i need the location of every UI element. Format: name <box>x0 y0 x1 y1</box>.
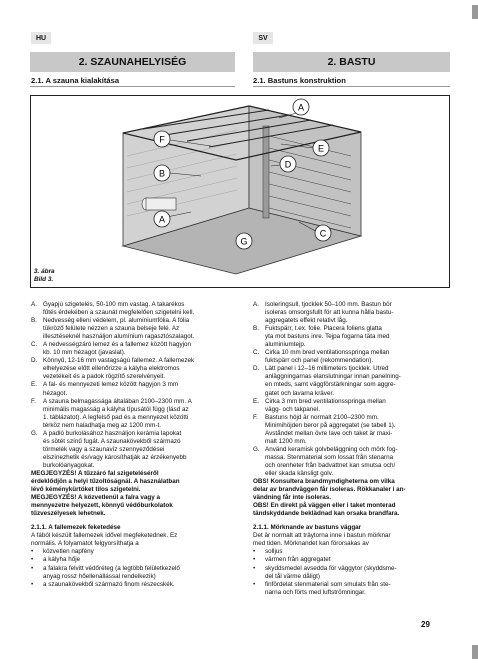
subtitle-hu: 2.1. A szauna kialakítása <box>31 76 120 85</box>
bullet-text <box>43 565 180 581</box>
sauna-structure-drawing <box>31 96 449 287</box>
figure-caption-de: Bild 3. <box>34 276 54 283</box>
subsection-line: A fából készült fallemezek idővel megfeketednek. Ez <box>31 532 178 540</box>
warning-line: tändskyddande beklädnad kan orsaka brandfara. <box>253 510 400 518</box>
bullet-line: värmen från aggregatet <box>265 556 331 564</box>
text-column-hu <box>31 301 236 589</box>
language-tag-sv: SV <box>253 32 273 44</box>
legend-item <box>253 398 451 414</box>
legend-line: Lätt panel i 12–16 millimeters tjocklek. Utred <box>265 365 389 373</box>
figure-caption-hu: 3. ábra <box>34 268 55 275</box>
legend-text <box>265 325 451 349</box>
legend-line: Gyapjú szigetelés, 50-100 mm vastag. A takarékos <box>43 301 185 308</box>
callout-a-top-label: A <box>297 102 305 113</box>
legend-line: Avståndet mellan övre lave och taket är maxi- <box>265 429 393 437</box>
legend-line: Könnyű, 12-16 mm vastagságú fallemez. A fallemezek <box>43 357 195 365</box>
legend-line: Isoleringsull, tjocklek 50–100 mm. Bastun bör <box>265 301 392 308</box>
legend-key: F. <box>253 413 258 421</box>
legend-item <box>31 341 236 357</box>
subsection-line: med tiden. Mörknandet kan förorsakas av <box>253 540 369 548</box>
legend-text <box>43 398 236 430</box>
legend-line: eller skada känsligt golv. <box>265 469 334 477</box>
legend-key: A. <box>31 301 37 308</box>
legend-line: gatet och lavarna kräver. <box>265 389 334 397</box>
bullet-item <box>31 581 236 589</box>
legend-item <box>31 301 236 317</box>
legend-item <box>253 301 451 325</box>
bullet-item <box>31 548 236 556</box>
legend-key: D. <box>253 365 260 373</box>
legend-line: és sötét színű fugát. A szaunakövekből származó <box>43 437 181 445</box>
legend-line: fuktspärr och panel (rekommendation). <box>265 357 374 365</box>
legend-key: D. <box>31 357 38 365</box>
warning-line: MEGJEGYZÉS! A közvetlenül a falra vagy a <box>31 494 161 502</box>
callout-c-label: C <box>319 228 327 239</box>
warning-line: MEGJEGYZÉS! A tűzzáró fal szigeteléséről <box>31 469 159 477</box>
bullet-item <box>253 565 451 581</box>
legend-line: 1. táblázatot). A legfelső pad és a mennyezet közötti <box>43 413 189 421</box>
warning-line: OBS! Konsultera brandmyndigheterna om vilka <box>253 478 395 486</box>
legend-line: A szauna belmagassága általában 2100–2300 mm. A <box>43 397 192 405</box>
legend-line: tükröző felülete nézzen a szauna belseje felé. Az <box>43 325 180 333</box>
legend-line: och orenheter från badvattnet kan smutsa och/ <box>265 461 396 469</box>
bullet-line: közvetlen napfény <box>43 548 94 556</box>
legend-line: elszínezhetik és/vagy károsíthatják az érzékenyebb <box>43 453 187 461</box>
legend-line: térköz nem haladhatja meg az 1200 mm-t. <box>43 421 161 429</box>
warning-line: mennyezetre helyezett, könnyű védőburkolatok <box>31 502 173 510</box>
legend-line: aggregatets effekt relativt låg. <box>265 317 348 325</box>
legend-line: kb. 10 mm hézagot (javaslat). <box>43 349 126 357</box>
warning-note-2 <box>31 494 236 518</box>
legend-line: aluminiumtejp. <box>265 341 306 349</box>
legend-key: E. <box>31 381 37 389</box>
legend-text <box>265 365 451 397</box>
legend-line: elhelyezése előtt ellenőrizze a kályha elektromos <box>43 365 180 373</box>
legend-line: A fal- és mennyezeti lemez között hagyjon 3 mm <box>43 381 179 389</box>
warning-note-2 <box>253 502 451 518</box>
legend-text <box>265 349 451 365</box>
sauna-structure-figure <box>30 95 450 288</box>
legend-key: F. <box>31 397 36 405</box>
legend-text <box>265 398 451 414</box>
bullet-glyph: • <box>253 548 256 556</box>
subtitle-rule-sv <box>253 86 450 87</box>
legend-text <box>265 301 451 325</box>
legend-key: B. <box>31 317 37 325</box>
bullet-text <box>265 565 397 581</box>
bullet-glyph: • <box>31 548 34 556</box>
bullet-item <box>253 581 451 597</box>
warning-line: tűzveszélyesek lehetnek. <box>31 510 106 518</box>
text-column-sv <box>253 301 451 597</box>
legend-line: minimális magasság a kályha típusától függ (lásd az <box>43 405 189 413</box>
legend-key: B. <box>253 325 259 333</box>
bullet-glyph: • <box>31 564 34 572</box>
callout-d-label: D <box>284 159 292 170</box>
bullet-list <box>253 548 451 596</box>
warning-note-1 <box>253 478 451 502</box>
bullet-item <box>31 556 236 564</box>
legend-line: Minimihöjden beror på aggregatet (se tabell 1). <box>265 421 396 429</box>
callout-a-bottom-label: A <box>158 214 166 225</box>
legend-item <box>253 414 451 446</box>
legend-item <box>31 398 236 430</box>
warning-line: érdeklődjön a helyi tűzoltóságnál. A használatban <box>31 478 180 486</box>
bullet-line: solljus <box>265 548 283 556</box>
bullet-line: anyag rossz hőellenállással rendelkezik) <box>43 572 156 580</box>
legend-text <box>43 430 236 470</box>
legend-key: C. <box>31 341 38 349</box>
bullet-glyph: • <box>253 556 256 564</box>
legend-text <box>265 414 451 446</box>
bullet-text <box>43 556 80 564</box>
edge-mark-top <box>472 5 478 19</box>
subsection-title: 2.1.1. Mörknande av bastuns väggar <box>253 524 362 532</box>
legend-line: malt 1200 mm. <box>265 437 307 445</box>
bullet-line: a kályha hője <box>43 556 81 564</box>
legend-item <box>31 357 236 381</box>
legend-text <box>265 446 451 478</box>
bullet-item <box>31 565 236 581</box>
legend-line: hézagot. <box>43 389 68 397</box>
legend-key: C. <box>253 349 260 357</box>
edge-mark-bottom <box>472 645 478 659</box>
bullet-glyph: • <box>253 580 256 588</box>
bullet-line: a falakra felvitt védőréteg (a legtöbb felületkezelő <box>43 564 180 572</box>
legend-item <box>253 365 451 397</box>
bullet-text <box>43 548 94 556</box>
warning-line: OBS! En direkt på väggen eller i taket monterad <box>253 502 396 510</box>
callout-f-label: F <box>159 134 165 145</box>
legend-line: yta mot bastuns inre. Tejpa fogarna täta med <box>265 333 390 341</box>
bullet-text <box>265 581 391 597</box>
legend-text <box>43 357 236 381</box>
legend-line: massa. Stenmaterial som lossat från stenarna <box>265 453 394 461</box>
warning-line: lévő kéménykürtöket tilos szigetelni. <box>31 486 141 494</box>
subsection-line: normális. A folyamatot felgyorsíthatja a <box>31 540 139 548</box>
bullet-glyph: • <box>31 580 34 588</box>
bullet-line: narna och förts med luftströmningar. <box>265 588 366 596</box>
legend-text <box>43 301 236 317</box>
legend-line: Cirka 3 mm bred ventilationsspringa mellan <box>265 397 386 405</box>
legend-line: A nedvességzáró lemez és a fallemez között hagyjon <box>43 341 192 349</box>
legend-line: Fuktspärr, t.ex. folie. Placera foliens glatta <box>265 325 382 333</box>
legend-key: G. <box>31 429 38 437</box>
legend-text <box>43 317 236 341</box>
subsection-title: 2.1.1. A fallemezek feketedése <box>31 524 121 532</box>
legend-text <box>43 341 236 357</box>
legend-line: vägg- och takpanel. <box>265 405 320 413</box>
bullet-glyph: • <box>253 564 256 572</box>
legend-line: Cirka 10 mm bred ventilationsspringa mellan <box>265 349 390 357</box>
legend-line: A padló burkolásához használjon kerámia lapokat <box>43 429 182 437</box>
legend-line: Nedvesség elleni védelem, pl. alumíniumfólia. A fólia <box>43 317 190 325</box>
section-title-hu: 2. SZAUNAHELYISÉG <box>30 52 235 72</box>
legend-line: Använd keramisk golvbeläggning och mörk fog- <box>265 445 398 453</box>
legend-item <box>31 430 236 470</box>
subtitle-sv: 2.1. Bastuns konstruktion <box>253 76 346 85</box>
legend-item <box>253 446 451 478</box>
legend-line: illesztéseknél használjon alumínium ragasztószalagot. <box>43 333 195 341</box>
warning-line: vändning får inte isoleras. <box>253 494 332 502</box>
legend-text <box>43 381 236 397</box>
callout-g-label: G <box>240 236 248 247</box>
warning-line: delar av brandväggen får isoleras. Rökkanaler i an- <box>253 486 406 494</box>
bullet-text <box>265 556 330 564</box>
bullet-line: a szaunakövekből származó finom részecskék. <box>43 580 175 588</box>
bullet-line: finfördelat stenmaterial som smulats från ste- <box>265 580 391 588</box>
legend-line: burkolóanyagokat. <box>43 461 95 469</box>
bullet-line: del tål värme dåligt) <box>265 572 320 580</box>
bullet-text <box>43 581 175 589</box>
page-number: 29 <box>421 620 430 629</box>
legend-item <box>31 317 236 341</box>
language-tag-hu: HU <box>31 32 51 44</box>
callout-b-label: B <box>158 168 166 179</box>
legend-line: Bastuns höjd är normalt 2100–2300 mm. <box>265 413 379 421</box>
legend-item <box>31 381 236 397</box>
section-title-sv: 2. BASTU <box>253 52 450 72</box>
subsection-line: Det är normalt att träytorna inne i bastun mörknar <box>253 532 391 540</box>
legend-item <box>253 349 451 365</box>
legend-line: törmelék vagy a szaunavíz szennyeződései <box>43 445 165 453</box>
bullet-glyph: • <box>31 556 34 564</box>
figure-caption <box>34 268 55 284</box>
bullet-line: skyddsmedel avsedda för väggytor (skyddsme- <box>265 564 397 572</box>
warning-note-1 <box>31 470 236 494</box>
legend-line: vezetékeit és a padok rögzítő szerelvényeit. <box>43 373 166 381</box>
subtitle-rule-hu <box>30 86 235 87</box>
legend-key: G. <box>253 445 260 453</box>
legend-line: isoleras omsorgsfullt för att kunna hålla bastu- <box>265 309 394 317</box>
legend-item <box>253 325 451 349</box>
legend-line: en mteds, samt väggförstärkningar som aggre- <box>265 381 396 389</box>
callout-e-label: E <box>317 143 325 154</box>
bullet-item <box>253 556 451 564</box>
legend-key: E. <box>253 397 259 405</box>
legend-line: anläggningarnas elanslutningar innan panelning- <box>265 373 401 381</box>
bullet-list <box>31 548 236 588</box>
legend-key: A. <box>253 301 259 308</box>
legend-line: fűtés érdekében a szaunát megfelelően szigetelni kell. <box>43 309 195 317</box>
